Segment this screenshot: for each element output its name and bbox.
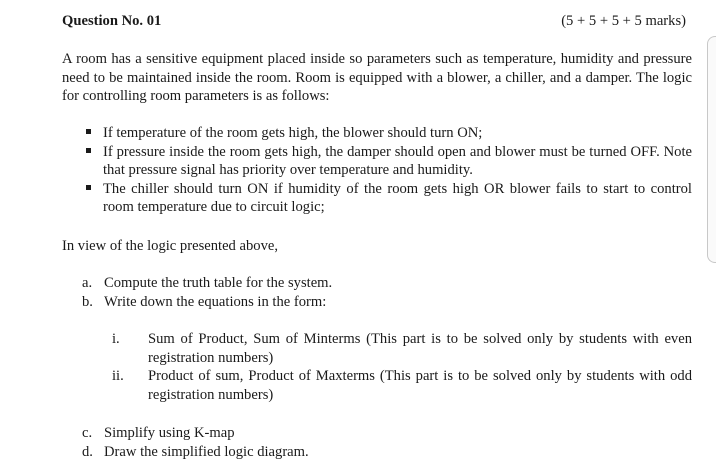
task-item <box>62 443 692 462</box>
subtask-marker: ii. <box>112 368 124 384</box>
intro-paragraph: A room has a sensitive equipment placed inside so parameters such as temperature, humidity and pressure need to be maintained inside the room. Room is equipped with a blower, a chiller, and a damper. The logic for controlling room parameters is as follows: <box>62 51 692 104</box>
bullet-square-icon <box>86 129 91 134</box>
question-marks: (5 + 5 + 5 + 5 marks) <box>561 13 686 29</box>
subtask-item <box>62 367 692 404</box>
in-view-line: In view of the logic presented above, <box>62 238 278 254</box>
rule-text: If temperature of the room gets high, the blower should turn ON; <box>103 125 483 141</box>
rule-item <box>62 143 692 180</box>
bullet-square-icon <box>86 148 91 153</box>
subtask-text: Sum of Product, Sum of Minterms (This part is to be solved only by students with even registration numbers) <box>148 331 692 366</box>
bullet-square-icon <box>86 185 91 190</box>
subtask-item <box>62 330 692 367</box>
subtask-text: Product of sum, Product of Maxterms (This part is to be solved only by students with odd registration numbers) <box>148 368 692 403</box>
rule-text: The chiller should turn ON if humidity of the room gets high OR blower fails to start to control room temperature due to circuit logic; <box>103 180 692 215</box>
task-text: Draw the simplified logic diagram. <box>104 443 309 460</box>
question-title: Question No. 01 <box>62 13 162 29</box>
task-marker: a. <box>82 275 93 291</box>
subtask-marker: i. <box>112 331 120 347</box>
task-marker: d. <box>82 443 93 460</box>
rule-item <box>62 124 692 143</box>
task-text: Compute the truth table for the system. <box>104 275 333 291</box>
task-text: Write down the equations in the form: <box>104 293 327 310</box>
task-list-cd <box>62 424 692 461</box>
rule-text: If pressure inside the room gets high, the damper should open and blower must be turned OFF. Note that pressure signal has priority over temperature and humidity. <box>103 143 692 178</box>
task-text: Simplify using K-map <box>104 425 235 441</box>
task-item <box>62 274 692 293</box>
task-item <box>62 293 692 312</box>
task-marker: b. <box>82 293 93 310</box>
task-list-ab <box>62 274 692 311</box>
side-panel-edge[interactable] <box>707 36 716 263</box>
rule-item <box>62 180 692 217</box>
rules-list <box>62 124 692 217</box>
task-marker: c. <box>82 425 93 441</box>
task-item <box>62 424 692 443</box>
subtask-list <box>62 330 692 404</box>
